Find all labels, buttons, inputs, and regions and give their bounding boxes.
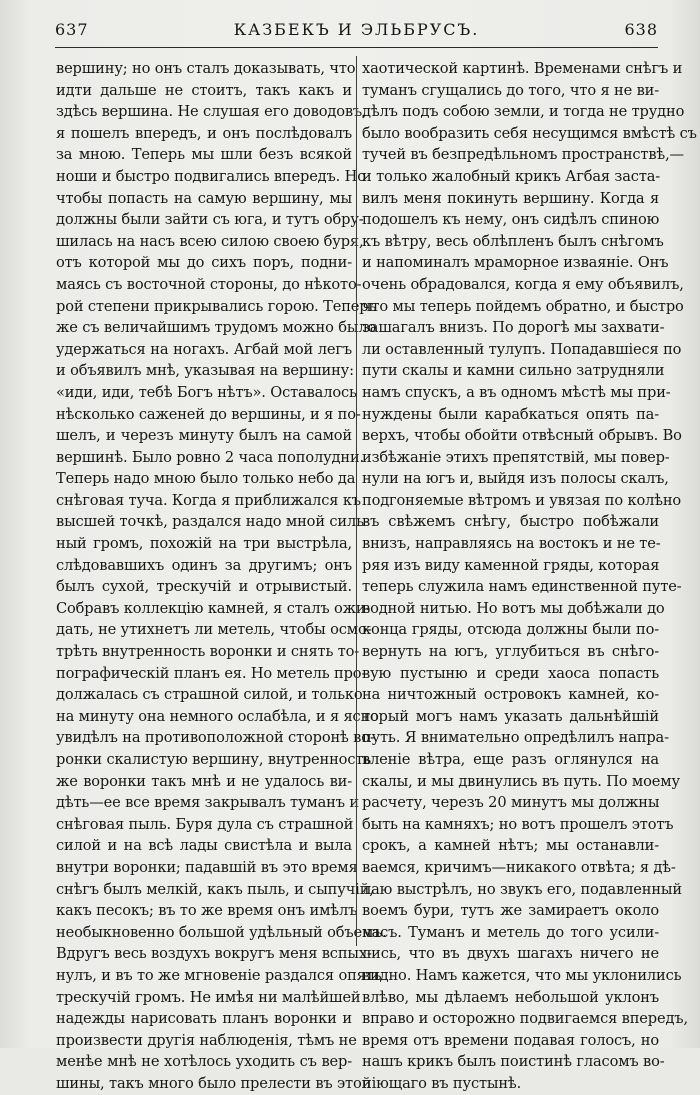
text-line: отъ которой мы до сихъ поръ, подни-	[56, 254, 352, 272]
text-line: какъ песокъ; въ то же время онъ имѣлъ	[56, 902, 358, 920]
text-line: ный громъ, похожій на три выстрѣла,	[56, 535, 352, 553]
text-line: подгоняемые вѣтромъ и увязая по колѣно	[362, 491, 682, 509]
text-line: внутри воронки; падавшій въ это время	[56, 858, 358, 876]
text-line: намъ спускъ, а въ одномъ мѣстѣ мы при-	[362, 383, 671, 401]
text-line: нѣсколько саженей до вершины, и я по-	[56, 405, 361, 423]
text-line: вправо и осторожно подвигаемся впередъ,	[362, 1010, 688, 1028]
text-line: на ничтожный островокъ камней, ко-	[362, 686, 659, 704]
text-line: водной нитью. Но вотъ мы добѣжали до	[362, 599, 665, 617]
text-line: и только жалобный крикъ Агбая заста-	[362, 167, 661, 185]
text-line: ноши и быстро подвигались впередъ. Но	[56, 167, 366, 185]
text-line: туманъ сгущались до того, что я не ви-	[362, 81, 659, 99]
text-line: удержаться на ногахъ. Агбай мой легъ	[56, 340, 352, 358]
column-divider	[356, 56, 357, 946]
text-line: я пошелъ впередъ, и онъ послѣдовалъ	[56, 124, 352, 142]
text-line: рой степени прикрывались горою. Теперь	[56, 297, 377, 315]
text-line: же воронки такъ мнѣ и не удалось ви-	[56, 772, 352, 790]
text-line: подошелъ къ нему, онъ сидѣлъ спиною	[362, 211, 660, 229]
text-line: чтобы попасть на самую вершину, мы	[56, 189, 352, 207]
text-line: внизъ, направляясь на востокъ и не те-	[362, 535, 661, 553]
text-line: увидѣлъ на противоположной сторонѣ во-	[56, 729, 375, 747]
text-line: пографическій планъ ея. Но метель про-	[56, 664, 367, 682]
text-line: время отъ времени подавая голосъ, но	[362, 1031, 659, 1049]
text-line: снѣгъ былъ мелкій, какъ пыль, и сыпучій,	[56, 880, 374, 898]
text-line: «иди, иди, тебѣ Богъ нѣтъ». Оставалось	[56, 383, 357, 401]
page-header	[55, 18, 658, 44]
text-line: видно. Намъ кажется, что мы уклонились	[362, 966, 682, 984]
text-line: же съ величайшимъ трудомъ можно было	[56, 319, 377, 337]
text-line: расчету, черезъ 20 минутъ мы должны	[362, 794, 660, 812]
text-line: снѣговая туча. Когда я приближался къ	[56, 491, 361, 509]
text-line: нашъ крикъ былъ поистинѣ гласомъ во-	[362, 1053, 665, 1071]
text-line: срокъ, а камней нѣтъ; мы останавли-	[362, 837, 659, 855]
text-line: тучей въ безпредѣльномъ пространствѣ,—	[362, 146, 684, 164]
text-line: маясь съ восточной стороны, до нѣкото-	[56, 275, 362, 293]
text-line: вершину; но онъ сталъ доказывать, что	[56, 60, 356, 77]
text-line: ронки скалистую вершину, внутренность	[56, 751, 372, 768]
text-line: высшей точкѣ, раздался надо мной силь-	[56, 513, 369, 531]
text-line: очень обрадовался, когда я ему объявилъ,	[362, 275, 684, 293]
text-line: шилась на насъ всею силою своею буря,	[56, 232, 364, 250]
text-line: ли оставленный тулупъ. Попадавшіеся по	[362, 340, 682, 358]
text-line: піющаго въ пустынѣ.	[362, 1074, 522, 1092]
text-line: насъ. Туманъ и метель до того усили-	[362, 923, 659, 941]
text-line: нуждены были карабкаться опять па-	[362, 405, 659, 423]
text-line: въ свѣжемъ снѣгу, быстро побѣжали	[362, 513, 659, 531]
text-line: Вдругъ весь воздухъ вокругъ меня вспых-	[56, 945, 372, 963]
text-line: быть на камняхъ; но вотъ прошелъ этотъ	[362, 815, 674, 833]
text-line: верхъ, чтобы обойти отвѣсный обрывъ. Во	[362, 427, 682, 445]
text-line: путь. Я внимательно опредѣлилъ напра-	[362, 729, 669, 747]
text-line: лаю выстрѣлъ, но звукъ его, подавленный	[362, 880, 682, 898]
text-line: теперь служила намъ единственной путе-	[362, 578, 682, 596]
text-line: воемъ бури, тутъ же замираетъ около	[362, 902, 659, 920]
text-line: нулъ, и въ то же мгновеніе раздался опять	[56, 966, 382, 984]
text-line: трѣть внутренность воронки и снять то-	[56, 643, 360, 661]
right-text-column	[362, 58, 697, 1095]
text-line: дать, не утихнетъ ли метель, чтобы осмо-	[56, 621, 372, 639]
text-line: здѣсь вершина. Не слушая его доводовъ,	[56, 103, 367, 121]
text-line: вую пустыню и среди хаоса попасть	[362, 664, 659, 682]
text-line: вилъ меня покинуть вершину. Когда я	[362, 189, 659, 207]
text-line: вершинѣ. Было ровно 2 часа пополудни.	[56, 448, 365, 466]
text-line: дѣть—ее все время закрывалъ туманъ и	[56, 794, 359, 812]
text-line: идти дальше не стоитъ, такъ какъ и	[56, 81, 352, 99]
text-line: нули на югъ и, выйдя изъ полосы скалъ,	[362, 470, 669, 488]
text-line: лись, что въ двухъ шагахъ ничего не	[362, 945, 659, 963]
text-line: пути скалы и камни сильно затрудняли	[362, 362, 665, 380]
text-line: хаотической картинѣ. Временами снѣгъ и	[362, 60, 683, 77]
text-line: слѣдовавшихъ одинъ за другимъ; онъ	[56, 556, 352, 574]
text-line: шины, такъ много было прелести въ этой	[56, 1074, 372, 1092]
text-line: должалась съ страшной силой, и только	[56, 686, 363, 704]
text-line: и напоминалъ мраморное изваяніе. Онъ	[362, 254, 669, 272]
running-title: КАЗБЕКЪ И ЭЛЬБРУСЪ.	[233, 20, 480, 39]
text-line: что мы теперь пойдемъ обратно, и быстро	[362, 297, 684, 315]
text-line: вернуть на югъ, углубиться въ снѣго-	[362, 643, 659, 661]
text-line: избѣжаніе этихъ препятствій, мы повер-	[362, 448, 670, 466]
text-line: должны были зайти съ юга, и тутъ обру-	[56, 211, 364, 229]
text-line: влѣво, мы дѣлаемъ небольшой уклонъ	[362, 988, 659, 1006]
left-text-column	[56, 58, 387, 1095]
page-number-right: 638	[624, 20, 658, 39]
text-line: торый могъ намъ указать дальнѣйшій	[362, 707, 659, 725]
header-rule	[55, 47, 658, 48]
text-line: на минуту она немного ослабѣла, и я ясно	[56, 707, 379, 725]
text-line: конца гряды, отсюда должны были по-	[362, 621, 659, 639]
text-line: и объявилъ мнѣ, указывая на вершину:	[56, 362, 354, 380]
text-line: надежды нарисовать планъ воронки и	[56, 1010, 352, 1028]
text-line: дѣлъ подъ собою земли, и тогда не трудно	[362, 103, 685, 121]
text-line: ряя изъ виду каменной гряды, которая	[362, 556, 660, 574]
text-line: силой и на всѣ лады свистѣла и выла	[56, 837, 352, 855]
text-line: снѣговая пыль. Буря дула съ страшной	[56, 815, 354, 833]
text-line: было вообразить себя несущимся вмѣстѣ съ	[362, 124, 697, 142]
text-line: Теперь надо мною было только небо да	[56, 470, 356, 488]
text-line: трескучій громъ. Не имѣя ни малѣйшей	[56, 988, 361, 1006]
text-line: шелъ, и черезъ минуту былъ на самой	[56, 427, 352, 445]
text-line: необыкновенно большой удѣльный объемъ.	[56, 923, 387, 941]
page-number-left: 637	[55, 20, 89, 39]
text-line: скалы, и мы двинулись въ путь. По моему	[362, 772, 680, 790]
text-line: менѣе мнѣ не хотѣлось уходить съ вер-	[56, 1053, 352, 1071]
text-line: зашагалъ внизъ. По дорогѣ мы захвати-	[362, 319, 665, 337]
text-line: ваемся, кричимъ—никакого отвѣта; я дѣ-	[362, 858, 676, 876]
text-line: къ вѣтру, весь облѣпленъ былъ снѣгомъ	[362, 232, 664, 250]
text-line: за мною. Теперь мы шли безъ всякой	[56, 146, 352, 164]
text-line: былъ сухой, трескучій и отрывистый.	[56, 578, 352, 596]
text-line: вленіе вѣтра, еще разъ оглянулся на	[362, 751, 659, 768]
text-line: произвести другія наблюденія, тѣмъ не	[56, 1031, 357, 1049]
text-line: Собравъ коллекцію камней, я сталъ ожи-	[56, 599, 371, 617]
